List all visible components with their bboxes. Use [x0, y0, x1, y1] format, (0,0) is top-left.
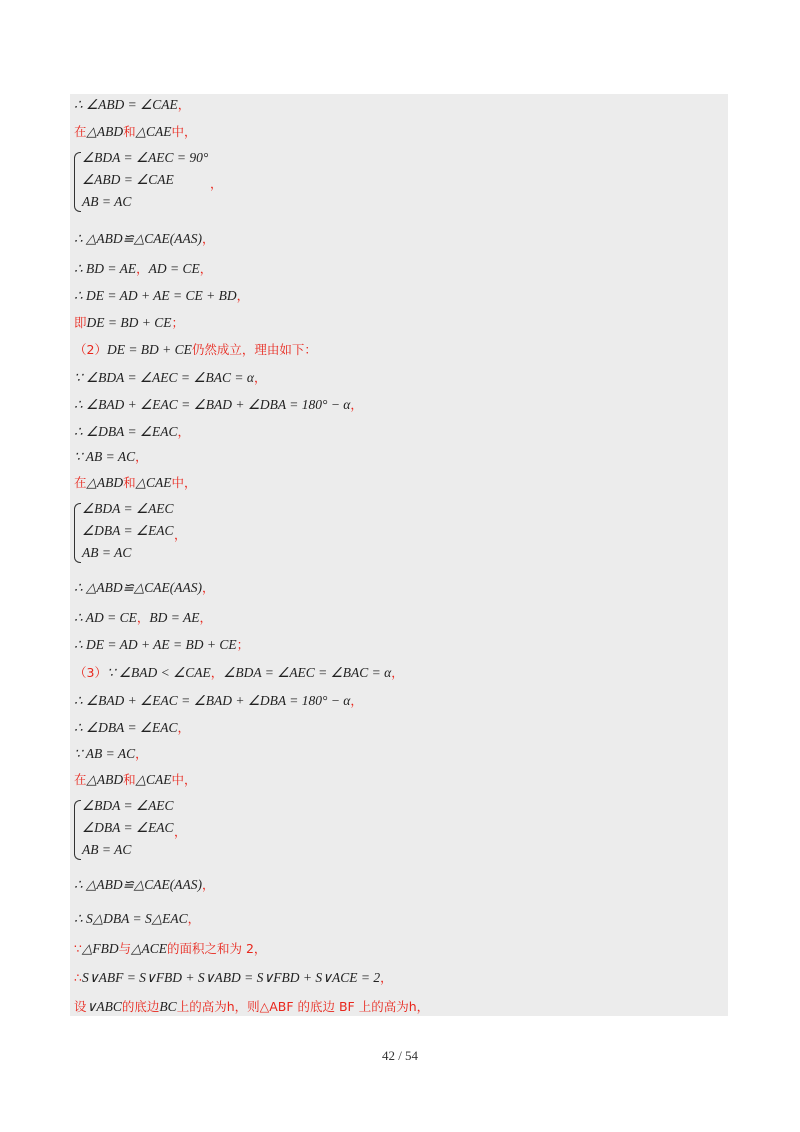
proof-line: ∴ ∠DBA = ∠EAC， — [74, 424, 191, 439]
system-row: ∠BDA = ∠AEC = 90° — [82, 150, 209, 165]
proof-line: ∴ BD = AE，AD = CE， — [74, 261, 213, 276]
proof-line: ∵ AB = AC， — [74, 746, 148, 761]
proof-line: ∴ DE = AD + AE = BD + CE； — [74, 637, 250, 652]
proof-line: ∴ ∠DBA = ∠EAC， — [74, 720, 191, 735]
system-row: ∠DBA = ∠EAC — [82, 820, 174, 835]
system-row: ∠BDA = ∠AEC — [82, 501, 174, 516]
proof-line: 即DE = BD + CE； — [74, 315, 184, 330]
proof-line: （3）∵ ∠BAD < ∠CAE，∠BDA = ∠AEC = ∠BAC = α， — [74, 665, 404, 680]
brace-icon — [74, 152, 81, 212]
proof-line: ∵ ∠BDA = ∠AEC = ∠BAC = α， — [74, 370, 267, 385]
equation-system — [74, 798, 274, 862]
system-tail: ， — [174, 527, 187, 542]
proof-line: ∴ ∠BAD + ∠EAC = ∠BAD + ∠DBA = 180° − α， — [74, 693, 363, 708]
proof-line: （2）DE = BD + CE仍然成立，理由如下： — [74, 342, 317, 357]
equation-system — [74, 501, 274, 565]
proof-line: 在△ABD和△CAE中， — [74, 772, 197, 787]
proof-line: 在△ABD和△CAE中， — [74, 475, 197, 490]
system-tail: ， — [174, 824, 187, 839]
proof-line: ∵ AB = AC， — [74, 449, 148, 464]
system-row: ∠DBA = ∠EAC — [82, 523, 174, 538]
proof-line: ∴ ∠ABD = ∠CAE， — [74, 97, 191, 112]
brace-icon — [74, 503, 81, 563]
system-row: AB = AC — [82, 545, 132, 560]
proof-line: ∴ S△DBA = S△EAC， — [74, 911, 201, 926]
system-row: ∠ABD = ∠CAE — [82, 172, 174, 187]
proof-line: ∴ AD = CE，BD = AE， — [74, 610, 212, 625]
equation-system — [74, 150, 274, 214]
proof-line: 设∨ABC的底边BC上的高为h，则△ABF 的底边 BF 上的高为h， — [74, 999, 430, 1014]
proof-line: ∴S∨ABF = S∨FBD + S∨ABD = S∨FBD + S∨ACE = 2， — [74, 970, 393, 985]
proof-line: 在△ABD和△CAE中， — [74, 124, 197, 139]
system-row: ∠BDA = ∠AEC — [82, 798, 174, 813]
page-number: 42 / 54 — [381, 1048, 419, 1063]
proof-line: ∴ △ABD≌△CAE(AAS)， — [74, 877, 215, 892]
system-row: AB = AC — [82, 194, 132, 209]
brace-icon — [74, 800, 81, 860]
proof-line: ∴ △ABD≌△CAE(AAS)， — [74, 231, 215, 246]
system-row: AB = AC — [82, 842, 132, 857]
proof-line: ∵△FBD与△ACE的面积之和为 2， — [74, 941, 267, 956]
proof-line: ∴ ∠BAD + ∠EAC = ∠BAD + ∠DBA = 180° − α， — [74, 397, 363, 412]
proof-line: ∴ △ABD≌△CAE(AAS)， — [74, 580, 215, 595]
proof-line: ∴ DE = AD + AE = CE + BD， — [74, 288, 250, 303]
system-tail: ， — [210, 176, 223, 191]
